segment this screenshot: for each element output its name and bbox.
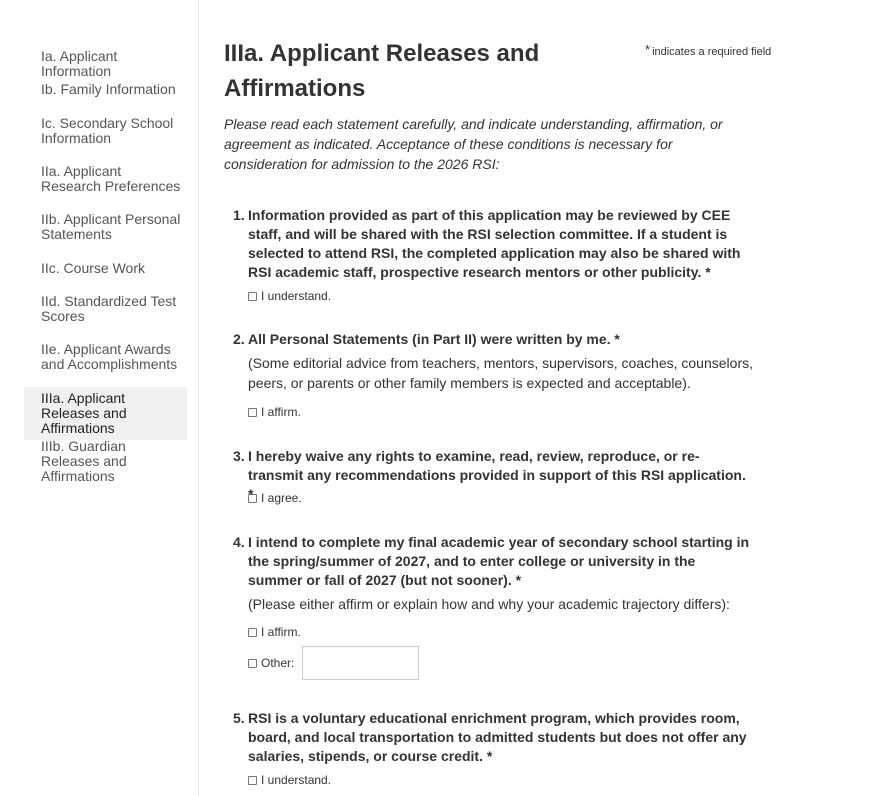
- sidebar-item-standardized-test-scores[interactable]: IId. Standardized Test Scores: [41, 293, 177, 324]
- q1-option-understand[interactable]: [248, 289, 331, 303]
- checkbox[interactable]: [248, 408, 257, 417]
- required-star: *: [645, 42, 651, 57]
- sidebar-item-family-information[interactable]: Ib. Family Information: [41, 81, 176, 97]
- q4-option-affirm[interactable]: [248, 625, 301, 639]
- checkbox[interactable]: [248, 659, 257, 668]
- question-text: RSI is a voluntary educational enrichment program, which provides room, board, and local transportation to admitted students but does not offer any salaries, stipends, or course credit. *: [248, 710, 747, 764]
- sidebar-item-applicant-releases-active[interactable]: IIIa. Applicant Releases and Affirmations: [24, 387, 187, 440]
- question-number: 2.: [233, 331, 245, 347]
- other-text-input[interactable]: [302, 646, 419, 680]
- required-note-text: indicates a required field: [652, 46, 772, 58]
- q4-option-other[interactable]: [248, 656, 294, 670]
- checkbox-label: I affirm.: [261, 625, 301, 639]
- checkbox[interactable]: [248, 776, 257, 785]
- question-text: I intend to complete my final academic year of secondary school starting in the spring/summer of 2027, and to enter college or university in the summer or fall of 2027 (but not sooner). *: [248, 534, 750, 588]
- question-text: Information provided as part of this application may be reviewed by CEE staff, and will be shared with the RSI selection committee. If a student is selected to attend RSI, the completed application may also be shared with RSI academic staff, prospective research mentors or other publicity. *: [248, 207, 741, 280]
- question-number: 5.: [233, 710, 245, 726]
- q3-option-agree[interactable]: [248, 491, 302, 505]
- sidebar-nav: [0, 0, 199, 796]
- question-text: All Personal Statements (in Part II) were written by me. *: [248, 331, 620, 347]
- page-title: IIIa. Applicant Releases and Affirmations: [224, 40, 540, 102]
- checkbox[interactable]: [248, 292, 257, 301]
- sidebar-item-applicant-awards[interactable]: IIe. Applicant Awards and Accomplishments: [41, 341, 178, 372]
- question-2: [233, 330, 753, 391]
- question-number: 1.: [233, 207, 245, 223]
- question-4: [233, 533, 753, 612]
- question-text: I hereby waive any rights to examine, read, review, reproduce, or re-transmit any recommendations provided in support of this RSI application.: [248, 448, 746, 483]
- checkbox-label: I understand.: [261, 289, 332, 303]
- sidebar-item-applicant-information[interactable]: Ia. Applicant Information: [41, 48, 118, 79]
- checkbox-label: I agree.: [261, 491, 302, 505]
- q2-option-affirm[interactable]: [248, 405, 301, 419]
- sidebar-item-applicant-research-preferences[interactable]: IIa. Applicant Research Preferences: [41, 163, 181, 194]
- checkbox-label: Other:: [261, 656, 295, 670]
- checkbox-label: I affirm.: [261, 405, 301, 419]
- sidebar-item-course-work[interactable]: IIc. Course Work: [41, 260, 145, 276]
- sidebar-item-guardian-releases[interactable]: IIIb. Guardian Releases and Affirmations: [41, 438, 127, 484]
- sidebar-item-applicant-personal-statements[interactable]: IIb. Applicant Personal Statements: [41, 211, 181, 242]
- checkbox-label: I understand.: [261, 773, 332, 787]
- checkbox[interactable]: [248, 494, 257, 503]
- question-note: (Please either affirm or explain how and why your academic trajectory differs):: [248, 596, 730, 612]
- question-number: 3.: [233, 448, 245, 464]
- intro-text: Please read each statement carefully, and indicate understanding, affirmation, or agreement as indicated. Acceptance of these conditions is necessary for consideration for admission to the 2026 RSI:: [224, 116, 723, 172]
- sidebar-item-secondary-school-information[interactable]: Ic. Secondary School Information: [41, 115, 174, 146]
- question-note: (Some editorial advice from teachers, mentors, supervisors, coaches, counselors, peers, or parents or other family members is expected and acceptable).: [248, 355, 753, 391]
- question-5: [233, 709, 753, 766]
- checkbox[interactable]: [248, 628, 257, 637]
- q5-option-understand[interactable]: [248, 773, 331, 787]
- question-1: [233, 206, 753, 282]
- question-3: [233, 447, 753, 504]
- question-number: 4.: [233, 534, 245, 550]
- required-field-note: [645, 42, 771, 58]
